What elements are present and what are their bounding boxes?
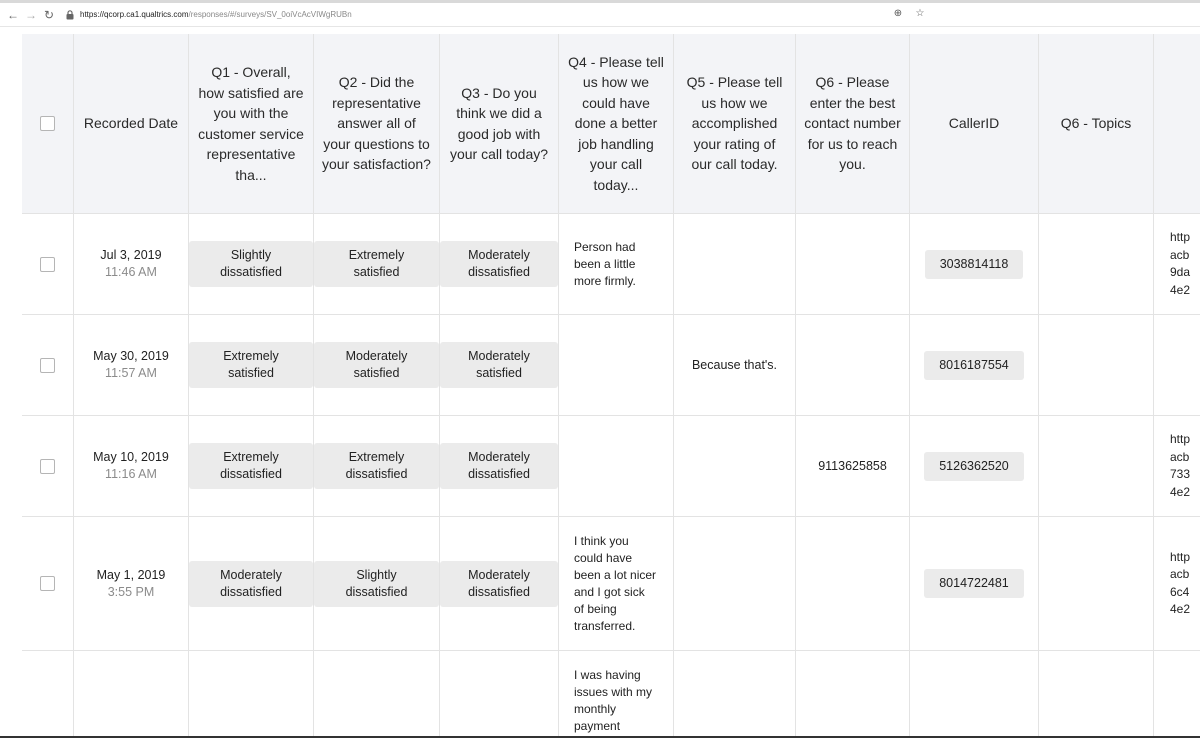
- zoom-icon[interactable]: ⊕: [893, 7, 903, 19]
- recorded-date: Jul 3, 2019: [100, 248, 162, 262]
- address-bar[interactable]: [64, 6, 926, 24]
- row-checkbox[interactable]: [40, 576, 55, 591]
- header-q6-topics[interactable]: Q6 - Topics: [1039, 34, 1154, 214]
- header-q6-contact[interactable]: Q6 - Please enter the best contact number for us to reach you.: [796, 34, 910, 214]
- responses-table: [22, 34, 1200, 738]
- recorded-time: 3:55 PM: [107, 584, 155, 599]
- q2-cell: [314, 517, 440, 651]
- back-arrow-icon[interactable]: ←: [7, 7, 19, 22]
- recorded-date: May 1, 2019: [96, 567, 166, 582]
- q6-contact-cell: [796, 651, 910, 738]
- q6-topics-cell: [1039, 416, 1154, 517]
- q6-topics-cell: [1039, 315, 1154, 416]
- row-checkbox[interactable]: [40, 257, 55, 272]
- q1-cell: [189, 315, 314, 416]
- caller-id-cell: [910, 416, 1039, 517]
- q5-cell: [674, 651, 796, 738]
- table-row-select: [22, 651, 74, 738]
- header-q4[interactable]: Q4 - Please tell us how we could have done a better job handling your call today...: [559, 34, 674, 214]
- table-row-select: [22, 416, 74, 517]
- q6-topics-cell: [1039, 651, 1154, 738]
- url-cell: [1154, 315, 1200, 416]
- header-q2[interactable]: Q2 - Did the representative answer all of your questions to your satisfaction?: [314, 34, 440, 214]
- recorded-date-cell: [74, 315, 189, 416]
- caller-id-tag: 8014722481: [924, 569, 1024, 598]
- recorded-date-cell: [74, 651, 189, 738]
- q3-cell: [440, 517, 559, 651]
- q5-cell: [674, 214, 796, 315]
- q4-cell: I was having issues with my monthly payment: [559, 651, 674, 738]
- browser-toolbar: [0, 3, 1200, 27]
- q6-contact-cell: 9113625858: [796, 416, 910, 517]
- table-row-select: [22, 214, 74, 315]
- q6-topics-cell: [1039, 517, 1154, 651]
- answer-tag: Moderately dissatisfied: [440, 241, 558, 287]
- url-cell: [1154, 651, 1200, 738]
- answer-tag: Moderately dissatisfied: [440, 443, 558, 489]
- q6-contact-cell: [796, 315, 910, 416]
- header-caller-id[interactable]: CallerID: [910, 34, 1039, 214]
- answer-tag: Extremely satisfied: [314, 241, 439, 287]
- q4-cell: [559, 416, 674, 517]
- recorded-date-cell: [74, 214, 189, 315]
- q1-cell: [189, 416, 314, 517]
- table-row-select: [22, 517, 74, 651]
- recorded-time: 11:57 AM: [105, 366, 157, 380]
- recorded-time: 11:16 AM: [105, 467, 157, 481]
- bookmark-star-icon[interactable]: ☆: [915, 7, 925, 19]
- caller-id-tag: 8016187554: [924, 351, 1024, 380]
- recorded-date: May 10, 2019: [93, 450, 169, 464]
- responses-grid: [22, 34, 1200, 738]
- q1-cell: [189, 517, 314, 651]
- url-host: https://qcorp.ca1.qualtrics.com: [80, 10, 189, 19]
- row-checkbox[interactable]: [40, 358, 55, 373]
- q4-cell: Person had been a little more firmly.: [559, 214, 674, 315]
- q3-cell: [440, 416, 559, 517]
- q6-contact-cell: [796, 517, 910, 651]
- row-checkbox[interactable]: [40, 459, 55, 474]
- answer-tag: Moderately satisfied: [314, 342, 439, 388]
- url-path: /responses/#/surveys/SV_0oiVcAcVIWgRUBn: [188, 10, 352, 19]
- url-cell: http acb 6c4 4e2: [1154, 517, 1200, 651]
- answer-tag: Extremely dissatisfied: [314, 443, 439, 489]
- header-q1[interactable]: Q1 - Overall, how satisfied are you with the customer service representative tha...: [189, 34, 314, 214]
- caller-id-cell: [910, 214, 1039, 315]
- recorded-time: 11:46 AM: [105, 265, 157, 279]
- q2-cell: [314, 214, 440, 315]
- q1-cell: [189, 651, 314, 738]
- q6-contact-cell: [796, 214, 910, 315]
- answer-tag: Extremely dissatisfied: [189, 443, 313, 489]
- table-row-select: [22, 315, 74, 416]
- q4-cell: [559, 315, 674, 416]
- q6-topics-cell: [1039, 214, 1154, 315]
- q2-cell: [314, 315, 440, 416]
- q2-cell: [314, 416, 440, 517]
- answer-tag: Moderately dissatisfied: [189, 561, 313, 607]
- header-q3[interactable]: Q3 - Do you think we did a good job with your call today?: [440, 34, 559, 214]
- recorded-date-cell: [74, 517, 189, 651]
- answer-tag: Slightly dissatisfied: [189, 241, 313, 287]
- q3-cell: [440, 651, 559, 738]
- lock-icon: [64, 9, 76, 21]
- header-q5[interactable]: Q5 - Please tell us how we accomplished your rating of our call today.: [674, 34, 796, 214]
- answer-tag: Extremely satisfied: [189, 342, 313, 388]
- reload-icon[interactable]: ↻: [43, 7, 55, 22]
- caller-id-cell: [910, 517, 1039, 651]
- caller-id-cell: [910, 315, 1039, 416]
- recorded-date-cell: [74, 416, 189, 517]
- q4-cell: I think you could have been a lot nicer and I got sick of being transferred.: [559, 517, 674, 651]
- url-cell: http acb 9da 4e2: [1154, 214, 1200, 315]
- header-select-all: [22, 34, 74, 214]
- header-recorded-date[interactable]: Recorded Date: [74, 34, 189, 214]
- answer-tag: Moderately satisfied: [440, 342, 558, 388]
- forward-arrow-icon[interactable]: →: [25, 7, 37, 22]
- q5-cell: [674, 517, 796, 651]
- answer-tag: Slightly dissatisfied: [314, 561, 439, 607]
- q5-cell: Because that's.: [674, 315, 796, 416]
- q5-cell: [674, 416, 796, 517]
- recorded-date: May 30, 2019: [93, 349, 169, 363]
- q3-cell: [440, 315, 559, 416]
- q2-cell: [314, 651, 440, 738]
- answer-tag: Moderately dissatisfied: [440, 561, 558, 607]
- header-url[interactable]: [1154, 34, 1200, 214]
- select-all-checkbox[interactable]: [40, 116, 55, 131]
- caller-id-tag: 3038814118: [925, 250, 1024, 279]
- caller-id-cell: [910, 651, 1039, 738]
- q3-cell: [440, 214, 559, 315]
- caller-id-tag: 5126362520: [924, 452, 1024, 481]
- url-cell: http acb 733 4e2: [1154, 416, 1200, 517]
- q1-cell: [189, 214, 314, 315]
